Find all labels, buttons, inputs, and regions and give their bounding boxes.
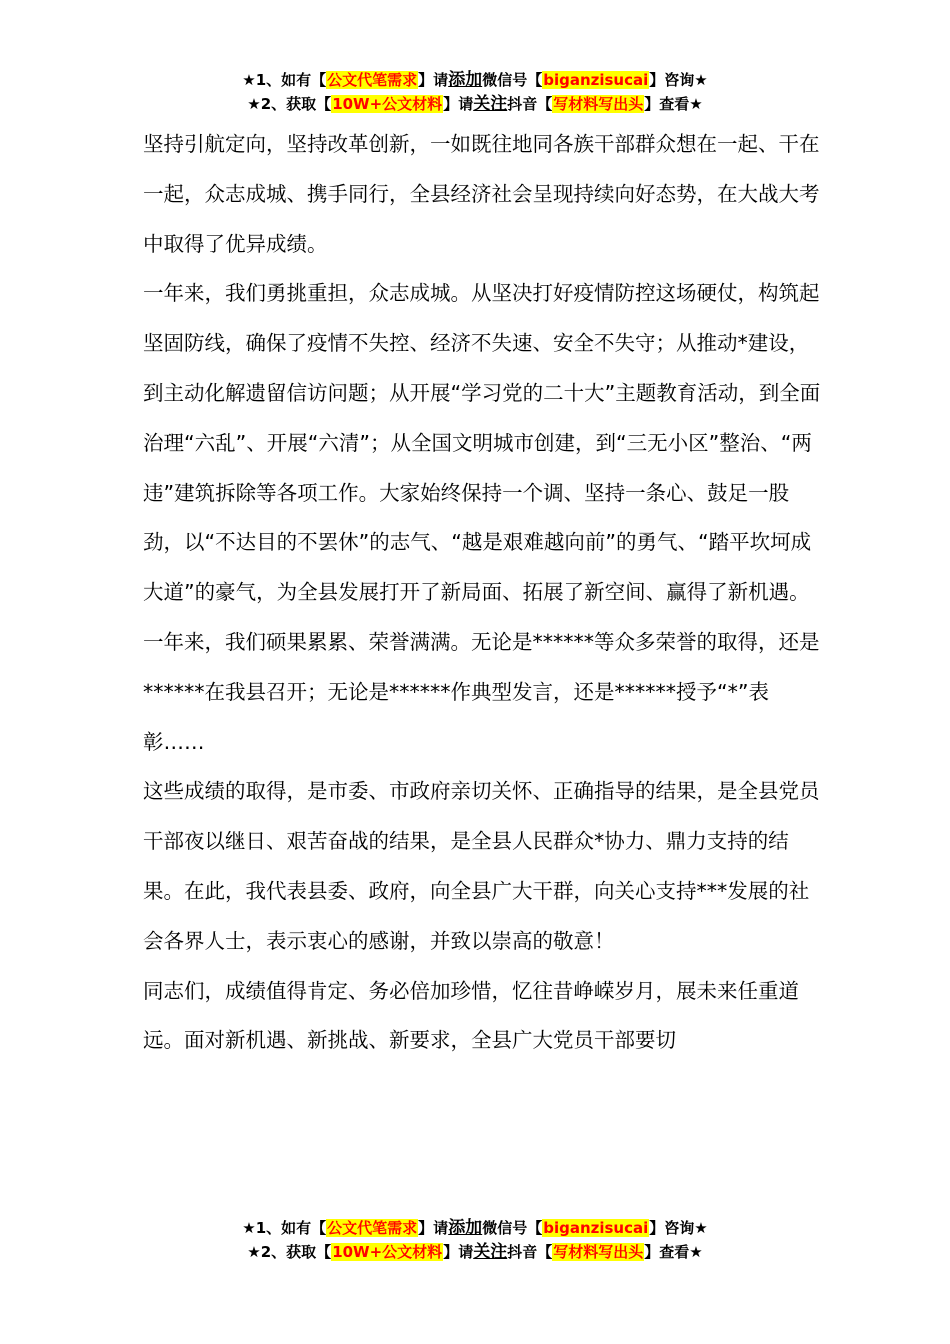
- header-materials-highlight: 10W+公文材料: [332, 95, 443, 113]
- header-line-2: [0, 92, 950, 116]
- footer-line-1-text-2: 微信号【: [482, 1219, 543, 1237]
- header-line-2-text-2: 抖音【: [507, 95, 553, 113]
- header-follow-underline: 关注: [473, 94, 508, 114]
- footer-line-2-text-2: 抖音【: [507, 1243, 553, 1261]
- paragraph-1: 坚持引航定向，坚持改革创新，一如既往地同各族干部群众想在一起、干在一起，众志成城、携手同行，全县经济社会呈现持续向好态势，在大战大考中取得了优异成绩。: [143, 132, 820, 256]
- header-line-1-text: 】请: [418, 71, 449, 89]
- footer-banner: [0, 1216, 950, 1264]
- footer-line-2: [0, 1240, 950, 1264]
- header-wechat-id-highlight: biganzisucai: [543, 71, 649, 89]
- header-line-2-text: 】请: [443, 95, 474, 113]
- header-douyin-highlight: 写材料写出头: [553, 95, 644, 113]
- footer-wechat-id-highlight: biganzisucai: [543, 1219, 649, 1237]
- footer-line-1-text: 】请: [418, 1219, 449, 1237]
- footer-line-1-prefix: ★1、如有【: [242, 1219, 327, 1237]
- paragraph-3: 一年来，我们硕果累累、荣誉满满。无论是******等众多荣誉的取得，还是******在我县召开；无论是******作典型发言，还是******授予“*”表彰……: [143, 629, 820, 754]
- header-line-2-suffix: 】查看★: [644, 95, 703, 113]
- header-line-2-prefix: ★2、获取【: [247, 95, 332, 113]
- footer-line-2-suffix: 】查看★: [644, 1243, 703, 1261]
- footer-line-1-suffix: 】咨询★: [649, 1219, 708, 1237]
- header-line-1-prefix: ★1、如有【: [242, 71, 327, 89]
- paragraph-2: 一年来，我们勇挑重担，众志成城。从坚决打好疫情防控这场硬仗，构筑起坚固防线，确保了疫情不失控、经济不失速、安全不失守；从推动*建设，到主动化解遗留信访问题；从开展“学习党的二十大”主题教育活动，到全面治理“六乱”、开展“六清”；从全国文明城市创建，到“三无小区”整治、“两违”建筑拆除等各项工作。大家始终保持一个调、坚持一条心、鼓足一股劲，以“不达目的不罢休”的志气、“越是艰难越向前”的勇气、“踏平坎坷成大道”的豪气，为全县发展打开了新局面、拓展了新空间、赢得了新机遇。: [143, 281, 821, 605]
- footer-follow-underline: 关注: [473, 1242, 508, 1262]
- header-ghostwriting-highlight: 公文代笔需求: [327, 71, 418, 89]
- header-line-1-suffix: 】咨询★: [649, 71, 708, 89]
- paragraph-4: 这些成绩的取得，是市委、市政府亲切关怀、正确指导的结果，是全县党员干部夜以继日、艰苦奋战的结果，是全县人民群众*协力、鼎力支持的结果。在此，我代表县委、政府，向全县广大干群，向关心支持***发展的社会各界人士，表示衷心的感谢，并致以崇高的敬意！: [143, 779, 820, 953]
- header-add-underline: 添加: [448, 70, 483, 90]
- footer-line-2-text: 】请: [443, 1243, 474, 1261]
- footer-ghostwriting-highlight: 公文代笔需求: [327, 1219, 418, 1237]
- paragraph-5: 同志们，成绩值得肯定、务必倍加珍惜，忆往昔峥嵘岁月，展未来任重道远。面对新机遇、新挑战、新要求，全县广大党员干部要切: [143, 978, 799, 1053]
- footer-line-1: [0, 1216, 950, 1240]
- header-line-1-text-2: 微信号【: [482, 71, 543, 89]
- footer-line-2-prefix: ★2、获取【: [247, 1243, 332, 1261]
- header-banner: [0, 68, 950, 116]
- footer-materials-highlight: 10W+公文材料: [332, 1243, 443, 1261]
- footer-douyin-highlight: 写材料写出头: [553, 1243, 644, 1261]
- header-line-1: [0, 68, 950, 92]
- document-body: [143, 120, 823, 1066]
- footer-add-underline: 添加: [448, 1218, 483, 1238]
